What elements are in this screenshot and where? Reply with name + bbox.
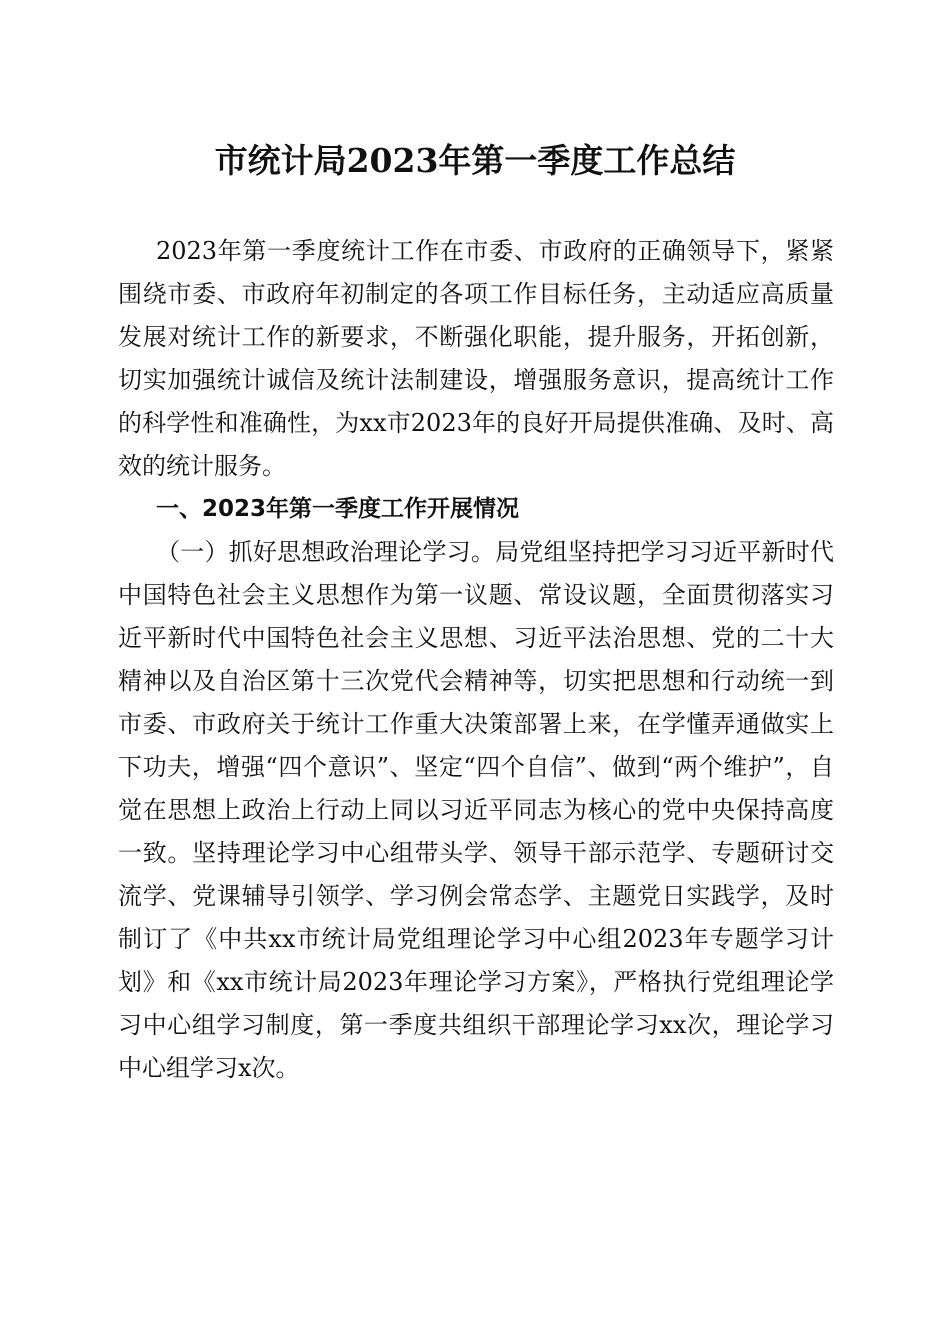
document-body	[118, 230, 834, 1090]
subsection-1-body: 局党组坚持把学习习近平新时代中国特色社会主义思想作为第一议题、常设议题，全面贯彻落实习近平新时代中国特色社会主义思想、习近平法治思想、党的二十大精神以及自治区第十三次党代会精神等，切实把思想和行动统一到市委、市政府关于统计工作重大决策部署上来，在学懂弄通做实上下功夫，增强“四个意识”、坚定“四个自信”、做到“两个维护”，自觉在思想上政治上行动上同以习近平同志为核心的党中央保持高度一致。坚持理论学习中心组带头学、领导干部示范学、专题研讨交流学、党课辅导引领学、学习例会常态学、主题党日实践学，及时制订了《中共xx市统计局党组理论学习中心组2023年专题学习计划》和《xx市统计局2023年理论学习方案》，严格执行党组理论学习中心组学习制度，第一季度共组织干部理论学习xx次，理论学习中心组学习x次。	[118, 538, 835, 1082]
section-heading-1: 一、2023年第一季度工作开展情况	[156, 496, 520, 522]
intro-paragraph: 2023年第一季度统计工作在市委、市政府的正确领导下，紧紧围绕市委、市政府年初制定的各项工作目标任务，主动适应高质量发展对统计工作的新要求，不断强化职能，提升服务，开拓创新，切实加强统计诚信及统计法制建设，增强服务意识，提高统计工作的科学性和准确性，为xx市2023年的良好开局提供准确、及时、高效的统计服务。	[118, 237, 834, 480]
subsection-1-paragraph	[118, 531, 834, 1090]
subsection-1-lead: （一）抓好思想政治理论学习。	[156, 538, 496, 566]
document-title: 市统计局2023年第一季度工作总结	[214, 141, 736, 180]
